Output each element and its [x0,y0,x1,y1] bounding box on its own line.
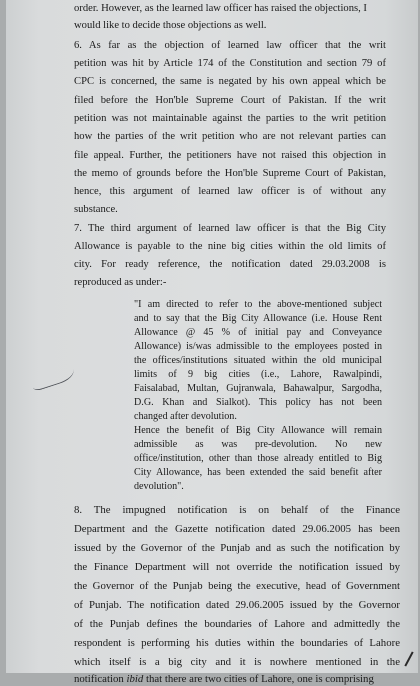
text-line: city. For ready reference, the notification dated 29.03.2008 is [74,259,386,270]
text-line: petition was not maintainable against the parties to the writ petition [74,113,386,124]
document-page [6,0,418,685]
text-line: substance. [74,204,118,215]
text-line: 7. The third argument of learned law officer is that the Big City [74,223,386,234]
quote-line: Allowance @ 45 % of initial pay and Conveyance [134,327,382,338]
quote-line: and to say that the Big City Allowance (i.e. House Rent [134,313,382,324]
text-line: of Punjab. The notification dated 29.06.2005 issued by the Governor [74,599,400,611]
text-line: filed before the Hon'ble Supreme Court of Pakistan. If the writ [74,95,386,106]
text-line: would like to decide those objections as well. [74,20,267,31]
quote-line: Faisalabad, Multan, Gujranwala, Bahawalpur, Sargodha, [134,383,382,394]
text-line: 6. As far as the objection of learned law officer that the writ [74,40,386,51]
text-line: how the parties of the writ petition who are not relevant parties can [74,131,386,142]
text-line: hence, this argument of learned law officer is of without any [74,186,386,197]
text-line: Department and the Gazette notification dated 29.06.2005 has been [74,523,400,535]
quote-line: admissible as was pre-devolution. No new [134,439,382,450]
text-line: which itself is a big city and it is nowhere mentioned in the [74,656,400,668]
quote-line: limits of 9 big cities (i.e., Lahore, Rawalpindi, [134,369,382,380]
quote-line: Hence the benefit of Big City Allowance will remain [134,425,382,436]
text-line: respondent is performing his duties within the boundaries of Lahore [74,637,400,649]
quote-line: changed after devolution. [134,411,237,422]
quote-line: City Allowance, has been extended the said benefit after [134,467,382,478]
quote-line: "I am directed to refer to the above-mentioned subject [134,299,382,310]
text-line: file appeal. Further, the petitioners have not raised this objection in [74,150,386,161]
quote-line: devolution". [134,481,184,492]
text-line: notification ibid that there are two cities of Lahore, one is comprising [74,673,374,685]
quote-line: Allowance) is/was admissible to the employees posted in [134,341,382,352]
text-line: reproduced as under:- [74,277,167,288]
quote-line: D.G. Khan and Sialkot). This policy has not been [134,397,382,408]
margin-stamp [18,344,89,406]
text-line: the Finance Department will not override the notification issued by [74,561,400,573]
text-line: petition was hit by Article 174 of the Constitution and section 79 of [74,58,386,69]
text-line: issued by the Governor of the Punjab and as such the notification by [74,542,400,554]
text-line: the Governor of the Punjab being the executive, head of Government [74,580,400,592]
text-line: 8. The impugned notification is on behalf of the Finance [74,504,400,516]
text-line: the memo of grounds before the Hon'ble Supreme Court of Pakistan, [74,168,386,179]
ibid-emphasis: ibid [126,673,144,685]
quote-line: office/institution, other than those already entitled to Big [134,453,382,464]
quote-line: the offices/institutions situated within the old municipal [134,355,382,366]
corner-pen-mark [404,651,413,666]
signature-mark [27,356,76,391]
text-line: Allowance is payable to the nine big cities within the old limits of [74,241,386,252]
text-line: of the Punjab defines the boundaries of Lahore and admittedly the [74,618,400,630]
text-line: order. However, as the learned law officer has raised the objections, I [74,3,367,14]
text-line: CPC is concerned, the same is negated by his own appeal which be [74,76,386,87]
